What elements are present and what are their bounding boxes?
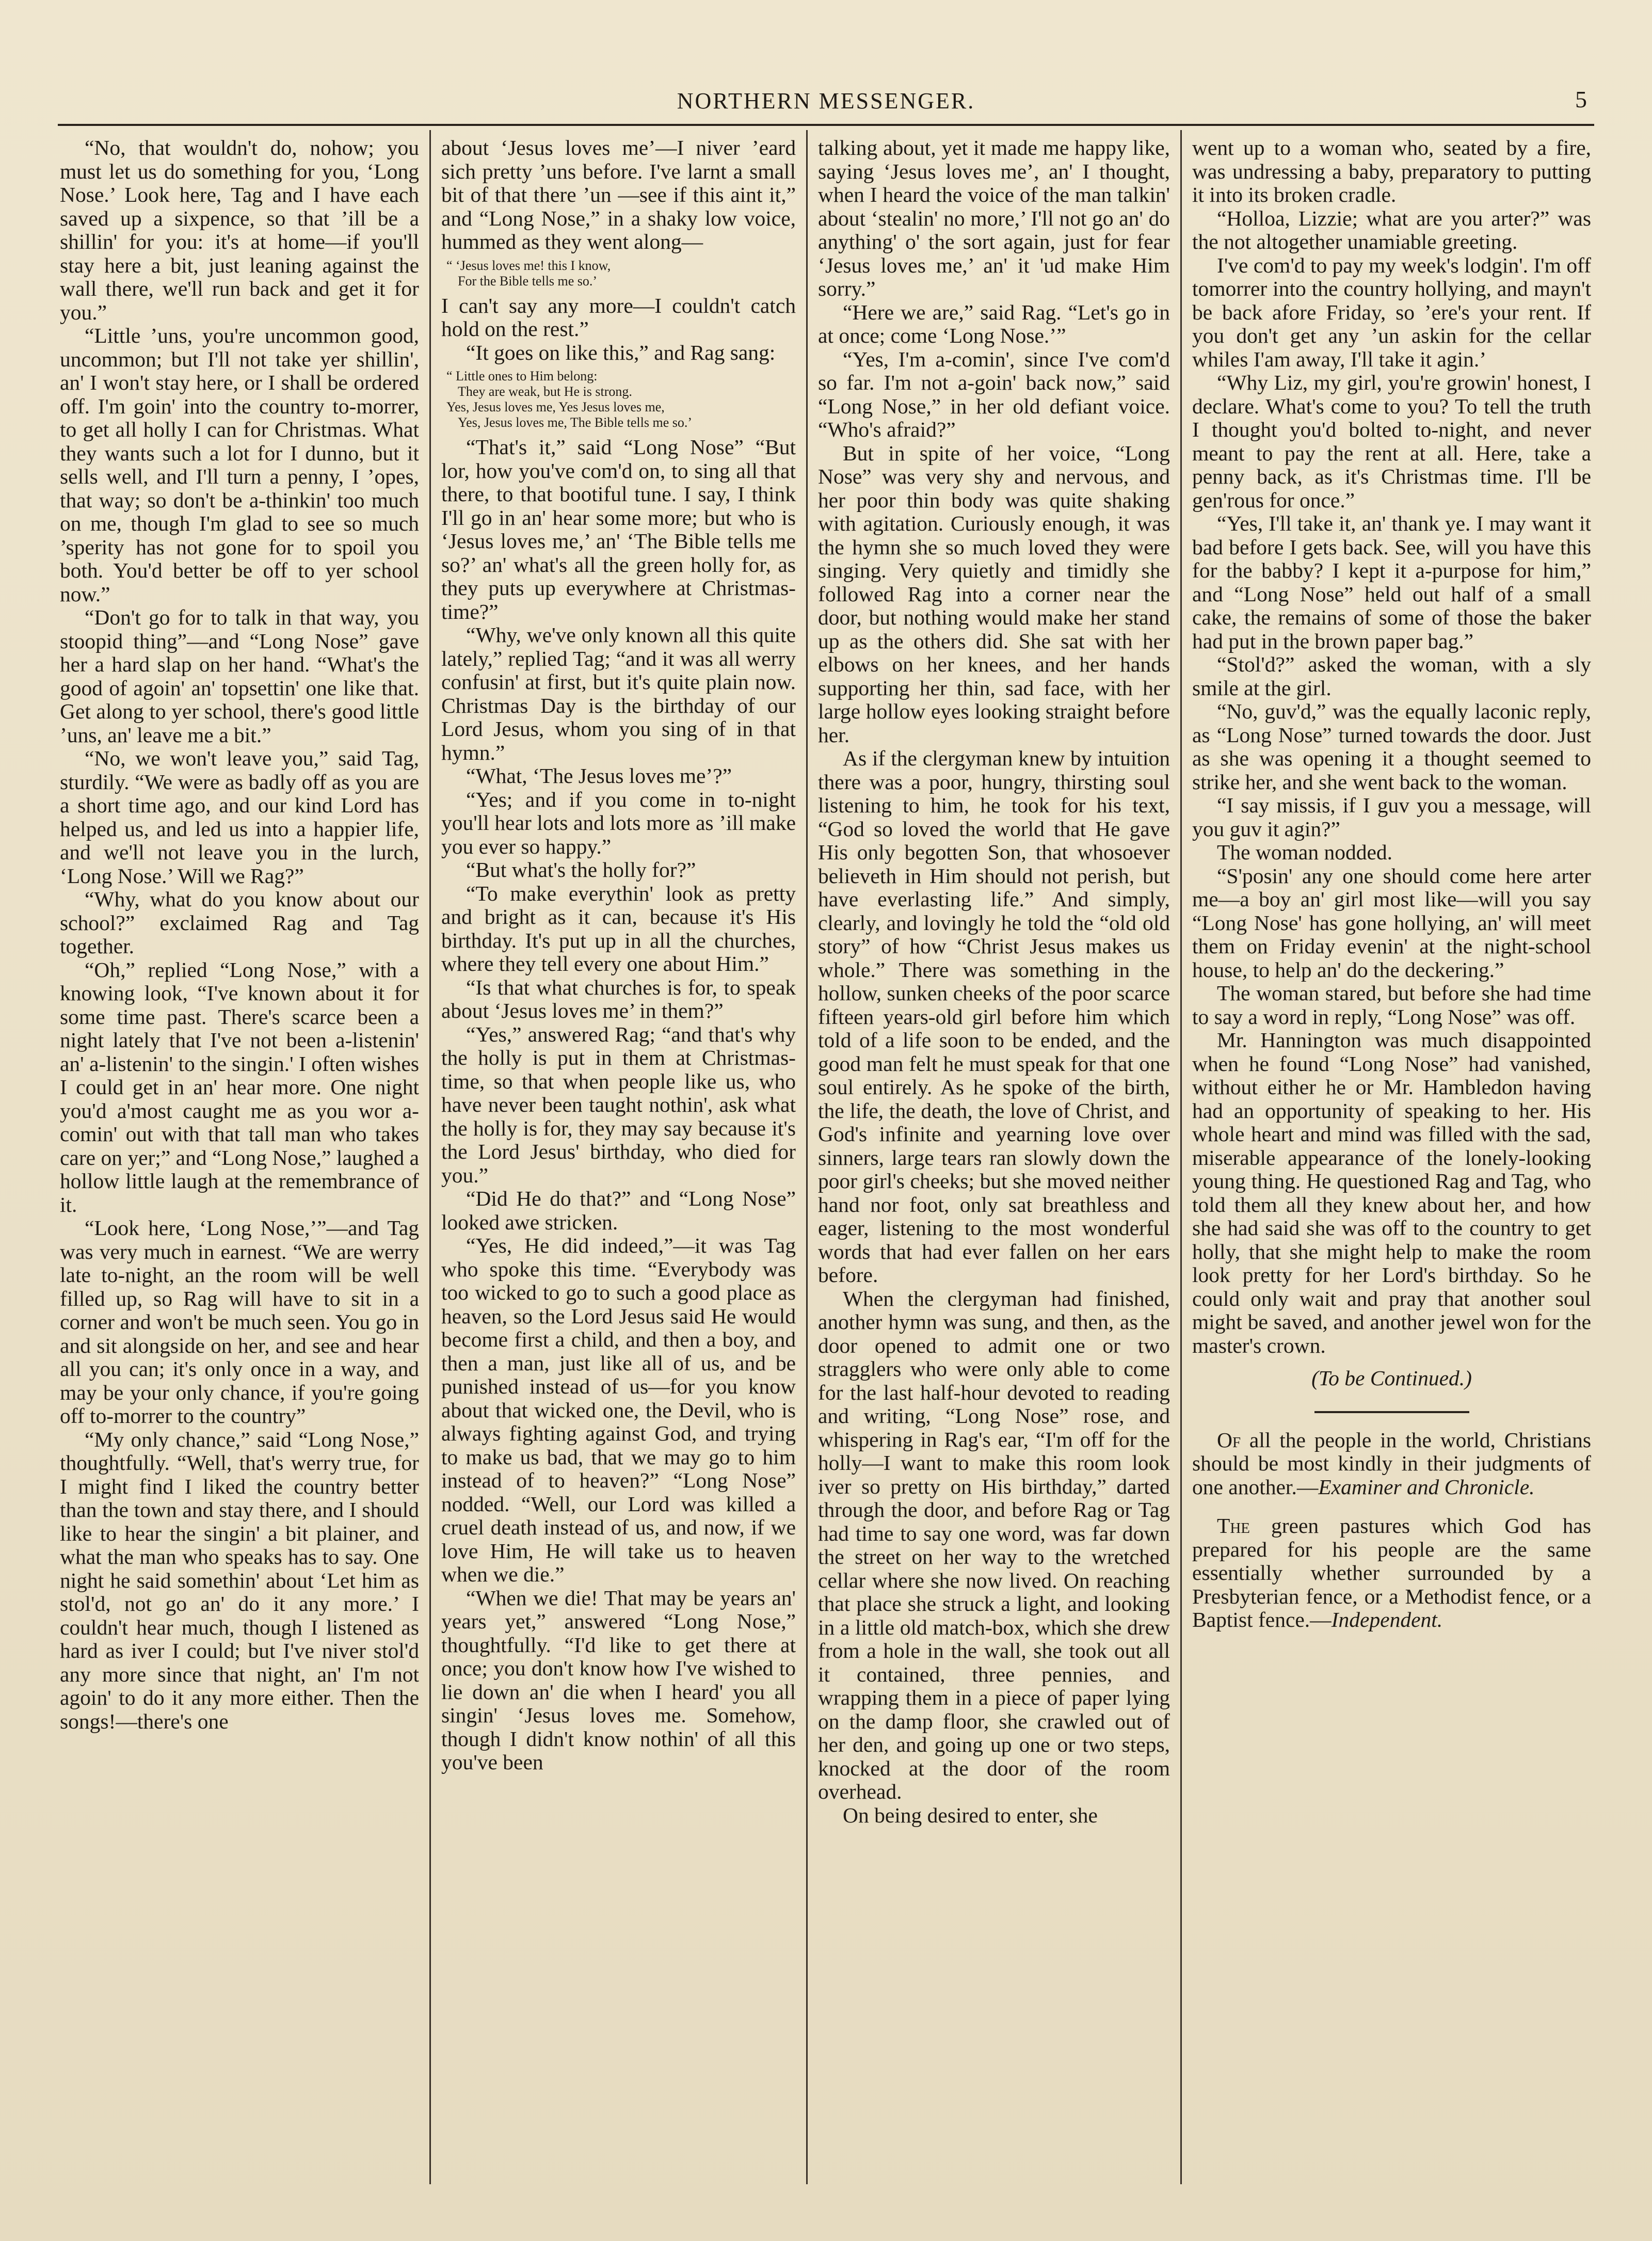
paragraph: “Little ’uns, you're uncommon good, uncommon; but I'll not take yer shillin', an' I won't stay here, or I shall be ordered off. I'm goin' into the country to-morrer, to get all holly I can for Christmas. What they wants such a lot for I dunno, but it sells well, and I'll turn a penny, I ’opes, that way; so don't be a-thinkin' too much on me, though I'm glad to see so much ’sperity has not gone for to spoil you both. You'd better be off to yer school now.” bbox=[60, 324, 419, 606]
source-attribution: Examiner and Chronicle. bbox=[1318, 1475, 1535, 1499]
paragraph: “That's it,” said “Long Nose” “But lor, how you've com'd on, to sing all that there, to that bootiful tune. I say, I think I'll go in an' hear some more; but who is ‘Jesus loves me,’ an' ‘The Bible tells me so?’ an' what's all the green holly for, as they puts up everywhere at Christmas-time?” bbox=[441, 435, 796, 623]
paragraph: “Here we are,” said Rag. “Let's go in at once; come ‘Long Nose.’” bbox=[818, 300, 1170, 347]
verse-line: They are weak, but He is strong. bbox=[458, 384, 632, 399]
paragraph: “Oh,” replied “Long Nose,” with a knowing look, “I've known about it for some time past. There's scarce been a night lately that I've not been a-listenin' an' a-listenin' to the singin.' I often wishes I could get in an' hear more. One night you'd a'most caught me as you wor a-comin' out with that tall man who takes care on yer;” and “Long Nose,” laughed a hollow little laugh at the remembrance of it. bbox=[60, 957, 419, 1216]
paragraph: “Yes, He did indeed,”—it was Tag who spoke this time. “Everybody was too wicked to go to such a good place as heaven, so the Lord Jesus said He would become first a child, and then a boy, and then a man, just like all of us, and be punished instead of us—for you know about that wicked one, the Devil, who is always fighting against God, and trying to make us bad, that we may go to him instead of to heaven?” “Long Nose” nodded. “Well, our Lord was killed a cruel death instead of us, and now, if we love Him, He will take us to heaven when we die.” bbox=[441, 1234, 796, 1586]
paragraph: I can't say any more—I couldn't catch hold on the rest.” bbox=[441, 293, 796, 341]
paragraph: “S'posin' any one should come here arter me—a boy an' girl most like—will you say “Long Nose' has gone hollying, an' will meet them on Friday evenin' at the night-school house, to help an' do the deckering.” bbox=[1192, 863, 1591, 982]
column-2 bbox=[429, 130, 806, 2184]
filler-paragraph bbox=[1192, 1514, 1591, 1632]
paragraph: “Yes,” answered Rag; “and that's why the holly is put in them at Christmas-time, so that when people like us, who have never been taught nothin', ask what the holly is for, they may say because it's the Lord Jesus' birthday, who died for you.” bbox=[441, 1022, 796, 1187]
paragraph: On being desired to enter, she bbox=[843, 1803, 1098, 1827]
paragraph: “Yes, I'll take it, an' thank ye. I may want it bad before I gets back. See, will you have this for the babby? I kept it a-purpose for him,” and “Long Nose” held out half of a small cake, the remains of some of those the baker had put in the brown paper bag.” bbox=[1192, 511, 1591, 653]
to-be-continued: (To be Continued.) bbox=[1311, 1366, 1472, 1390]
paragraph: talking about, yet it made me happy like, saying ‘Jesus loves me’, an' I thought, when I heard the voice of the man talkin' about ‘stealin' no more,’ I'll not go an' do anything' o' the sort again, just for fear ‘Jesus loves me,’ an' it 'ud make Him sorry.” bbox=[818, 136, 1170, 300]
verse-line: For the Bible tells me so.’ bbox=[458, 273, 598, 289]
filler-paragraph bbox=[1192, 1429, 1591, 1499]
column-4 bbox=[1180, 130, 1594, 2184]
filler-text: green pastures which God has prepared for his people are the same essentially whether surrounded by a Presbyterian fence, or a Methodist fence, or a Baptist fence.— bbox=[1192, 1514, 1592, 1631]
paragraph: “Yes; and if you come in to-night you'll hear lots and lots more as ’ill make you ever so happy.” bbox=[441, 787, 796, 858]
masthead: NORTHERN MESSENGER. bbox=[677, 88, 975, 114]
verse-line: “ Little ones to Him belong: bbox=[446, 369, 598, 383]
paragraph: But in spite of her voice, “Long Nose” was very shy and nervous, and her poor thin body was quite shaking with agitation. Curiously enough, it was the hymn she so much loved they were singing. Very quietly and timidly she followed Rag into a corner near the door, but nothing would make her stand up as the others did. She sat with her elbows on her knees, and her hands supporting her thin, sad face, with her large hollow eyes looking straight before her. bbox=[818, 441, 1170, 747]
paragraph: “No, we won't leave you,” said Tag, sturdily. “We were as badly off as you are a short time ago, and our kind Lord has helped us, and led us into a happier life, and we'll not leave you in the lurch, ‘Long Nose.’ Will we Rag?” bbox=[60, 746, 419, 888]
lead-word: Of bbox=[1217, 1428, 1241, 1452]
column-1 bbox=[58, 130, 429, 2184]
filler-text: all the people in the world, Christians should be most kindly in their judgments of one another.— bbox=[1192, 1428, 1591, 1499]
paragraph: “Why, we've only known all this quite lately,” replied Tag; “and it was all werry confusin' at first, but it's quite plain now. Christmas Day is the birthday of our Lord Jesus, whom you sing of in that hymn.” bbox=[441, 623, 796, 764]
hymn-verse bbox=[446, 369, 796, 430]
paragraph: “What, ‘The Jesus loves me’?” bbox=[466, 764, 732, 788]
paragraph: “To make everythin' look as pretty and bright as it can, because it's His birthday. It's put up in all the churches, where they tell every one about Him.” bbox=[441, 881, 796, 975]
columns bbox=[58, 130, 1594, 2184]
paragraph: went up to a woman who, seated by a fire, was undressing a baby, preparatory to putting it into its broken cradle. bbox=[1192, 136, 1591, 206]
paragraph: “Don't go for to talk in that way, you stoopid thing”—and “Long Nose” gave her a hard slap on her hand. “What's the good of agoin' an' topsettin' one like that. Get along to yer school, there's good little ’uns, an' leave me a bit.” bbox=[60, 605, 419, 747]
paragraph: “Did He do that?” and “Long Nose” looked awe stricken. bbox=[441, 1187, 796, 1234]
paragraph: “I say missis, if I guv you a message, will you guv it agin?” bbox=[1192, 793, 1591, 841]
paragraph: “Is that what churches is for, to speak about ‘Jesus loves me’ in them?” bbox=[441, 975, 796, 1022]
paragraph: As if the clergyman knew by intuition there was a poor, hungry, thirsting soul listening to him, he took for his text, “God so loved the world that He gave His only begotten Son, that whosoever believeth in Him should not perish, but have everlasting life.” And simply, clearly, and lovingly he told the “old old story” of how “Christ Jesus makes us whole.” There was something in the hollow, sunken cheeks of the poor scarce fifteen years-old girl before him which told of a life soon to be ended, and the good man felt he must speak for that one soul entirely. As he spoke of the birth, the life, the death, the love of Christ, and God's infinite and yearning love over sinners, large tears ran slowly down the poor girl's cheeks; but she moved neither hand nor foot, only sat breathless and eager, listening to the most wonderful words that had ever fallen on her ears before. bbox=[818, 746, 1170, 1287]
paragraph: “Yes, I'm a-comin', since I've com'd so far. I'm not a-goin' back now,” said “Long Nose,” in her old defiant voice. “Who's afraid?” bbox=[818, 347, 1170, 441]
paragraph: “But what's the holly for?” bbox=[466, 858, 696, 882]
paragraph: “Why, what do you know about our school?” exclaimed Rag and Tag together. bbox=[60, 887, 419, 958]
paragraph: “When we die! That may be years an' years yet,” answered “Long Nose,” thoughtfully. “I'd like to get there at once; you don't know how I've wished to lie down an' die when I heard' you all singin' ‘Jesus loves me. Somehow, though I didn't know nothin' of all this you've been bbox=[441, 1586, 796, 1774]
source-attribution: Independent. bbox=[1331, 1608, 1443, 1631]
paragraph: The woman nodded. bbox=[1217, 840, 1392, 864]
page-number: 5 bbox=[1575, 86, 1587, 113]
section-divider bbox=[1314, 1411, 1469, 1413]
paragraph: “No, guv'd,” was the equally laconic reply, as “Long Nose” turned towards the door. Just as she was opening it a thought seemed to strike her, and she went back to the woman. bbox=[1192, 699, 1591, 794]
paragraph: I've com'd to pay my week's lodgin'. I'm off tomorrer into the country hollying, and mayn't be back afore Friday, so ’ere's your rent. If you don't get any ’un askin for the cellar whiles I'am away, I'll take it agin.’ bbox=[1192, 253, 1591, 371]
hymn-verse bbox=[446, 258, 796, 289]
paragraph: “It goes on like this,” and Rag sang: bbox=[466, 340, 776, 364]
paragraph: “My only chance,” said “Long Nose,” thoughtfully. “Well, that's werry true, for I might find I liked the country better than the town and stay there, and I should like to hear the singin' a bit plainer, and what the man who speaks has to say. One night he said somethin' about ‘Let him as stol'd, not go an' do it any more.’ I couldn't hear much, though I listened as hard as iver I could; but I've niver stol'd any more since that night, an' I'm not agoin' to do it any more either. Then the songs!—there's one bbox=[60, 1427, 419, 1733]
paragraph: When the clergyman had finished, another hymn was sung, and then, as the door opened to admit one or two stragglers who were only able to come for the last half-hour devoted to reading and writing, “Long Nose” rose, and whispering in Rag's ear, “I'm off for the holly—I want to make this room look iver so pretty on His birthday,” darted through the door, and before Rag or Tag had time to say one word, was far down the street on her way to the wretched cellar where she now lived. On reaching that place she struck a light, and looking in a little old match-box, which she drew from a hole in the wall, she took out all it contained, three pennies, and wrapping them in a piece of paper lying on the damp floor, she crawled out of her den, and going up one or two steps, knocked at the door of the room overhead. bbox=[818, 1286, 1170, 1803]
paragraph: about ‘Jesus loves me’—I niver ’eard sich pretty ’uns before. I've larnt a small bit of that there ’un —see if this aint it,” and “Long Nose,” in a shaky low voice, hummed as they went along— bbox=[441, 136, 796, 253]
paragraph: “Why Liz, my girl, you're growin' honest, I declare. What's come to you? To tell the truth I thought you'd bolted to-night, and never meant to pay the rent at all. Here, take a penny back, as it's Christmas time. I'll be gen'rous for once.” bbox=[1192, 371, 1591, 512]
paragraph: “Look here, ‘Long Nose,’”—and Tag was very much in earnest. “We are werry late to-night, an the room will be well filled up, so Rag will have to sit in a corner and won't be much seen. You go in and sit alongside on her, and see and hear all you can; it's only once in a way, and may be your only chance, if you're going off to-morrer to the country” bbox=[60, 1216, 419, 1428]
paragraph: Mr. Hannington was much disappointed when he found “Long Nose” had vanished, without either he or Mr. Hambledon having had an opportunity of speaking to her. His whole heart and mind was filled with the sad, miserable appearance of the lonely-looking young thing. He questioned Rag and Tag, who told them all they knew about her, and how she had said she was off to the country to get holly, that she might help to make the room look pretty for her Lord's birthday. So he could only wait and pray that another soul might be saved, and another jewel won for the master's crown. bbox=[1192, 1028, 1591, 1357]
paragraph: “Stol'd?” asked the woman, with a sly smile at the girl. bbox=[1192, 652, 1591, 700]
verse-line: “ ‘Jesus loves me! this I know, bbox=[446, 258, 611, 273]
verse-line: Yes, Jesus loves me, Yes Jesus loves me, bbox=[446, 399, 665, 414]
lead-word: The bbox=[1217, 1514, 1250, 1538]
paragraph: The woman stared, but before she had time to say a word in reply, “Long Nose” was off. bbox=[1192, 981, 1591, 1029]
paragraph: “No, that wouldn't do, nohow; you must let us do something for you, ‘Long Nose.’ Look here, Tag and I have each saved up a sixpence, so that ’ill be a shillin' for you: it's at home—if you'll stay here a bit, just leaning against the wall there, we'll run back and get it for you.” bbox=[60, 136, 419, 324]
verse-line: Yes, Jesus loves me, The Bible tells me so.’ bbox=[458, 415, 693, 430]
page-header bbox=[58, 83, 1594, 126]
paragraph: “Holloa, Lizzie; what are you arter?” was the not altogether unamiable greeting. bbox=[1192, 206, 1591, 253]
column-3 bbox=[806, 130, 1180, 2184]
